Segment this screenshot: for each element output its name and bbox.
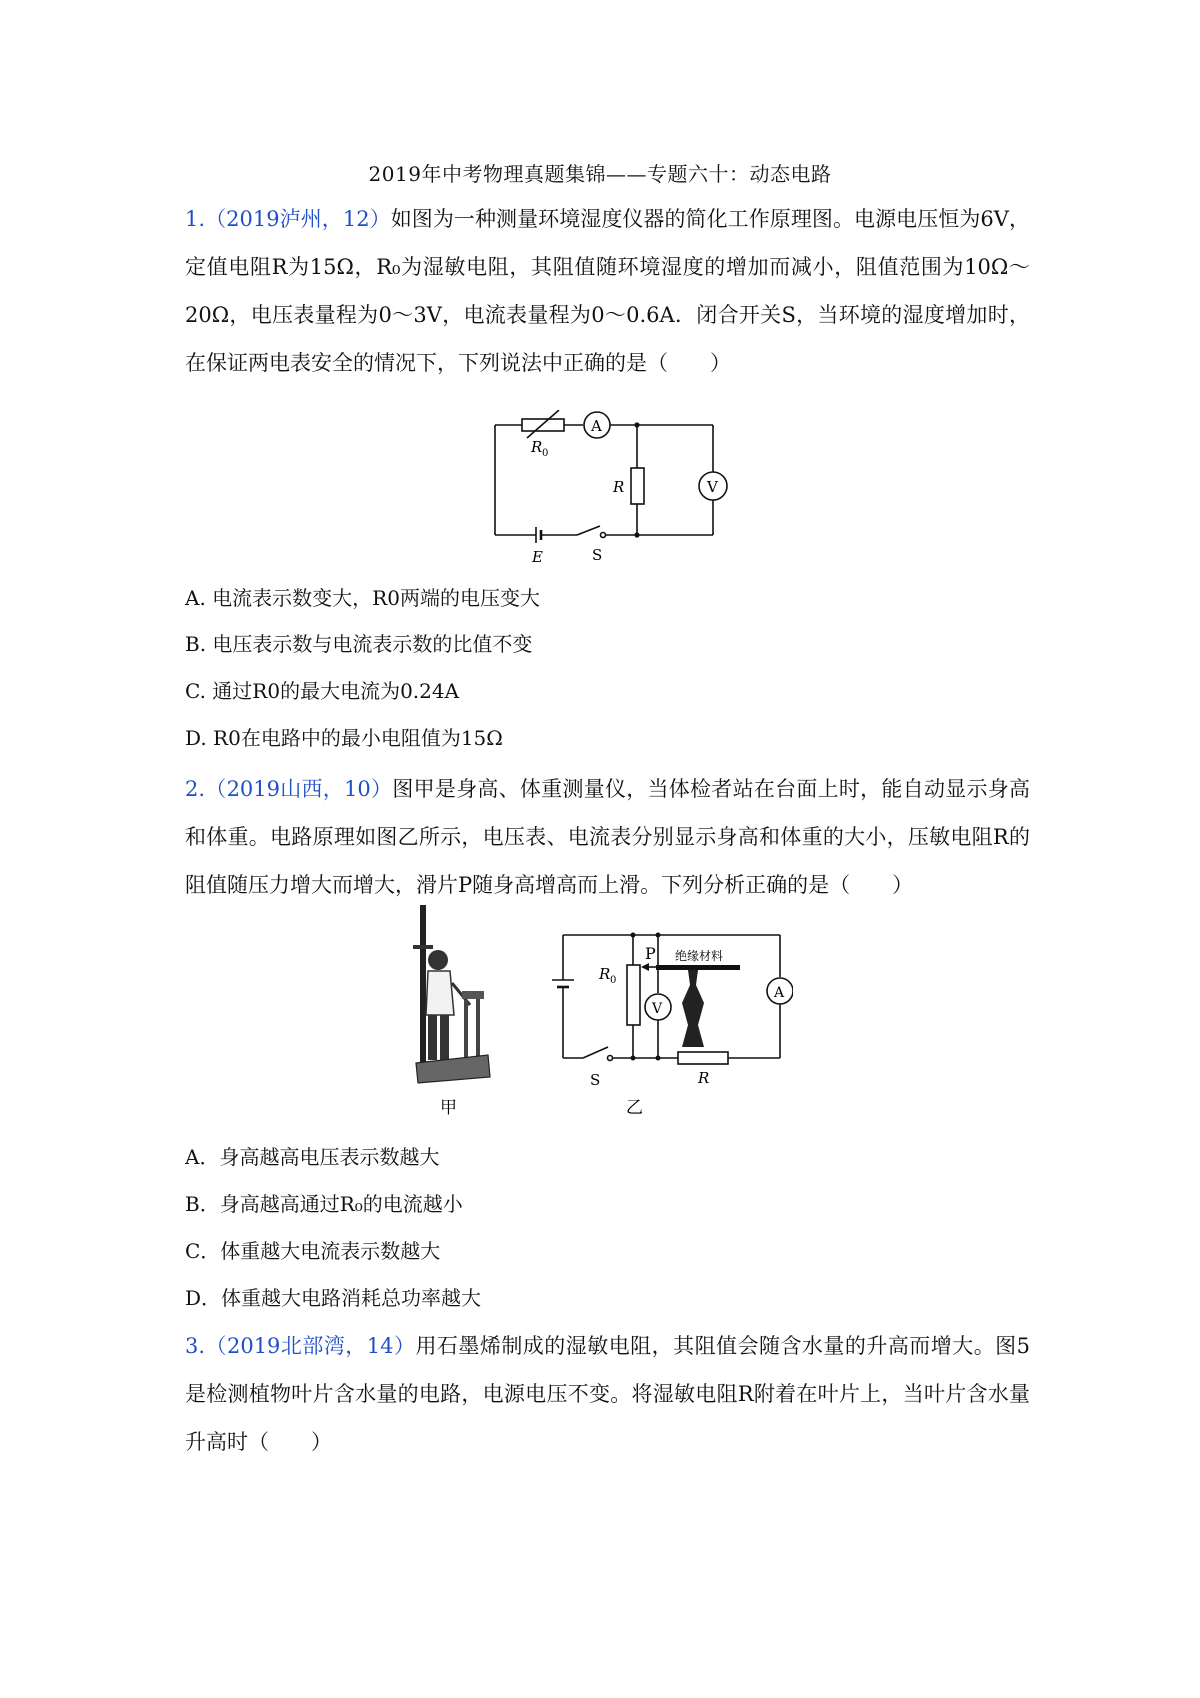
slider-p-arrow bbox=[641, 963, 649, 971]
r0-subscript: 0 bbox=[610, 975, 617, 986]
question-2-option-c: C．体重越大电流表示数越大 bbox=[185, 1239, 441, 1263]
question-2 bbox=[185, 765, 1030, 909]
voltmeter-label: V bbox=[707, 478, 718, 496]
display-panel bbox=[462, 991, 484, 999]
head-slider bbox=[413, 945, 433, 949]
switch-blade bbox=[577, 526, 600, 535]
slider-p-label: P bbox=[645, 944, 656, 963]
insulated-support bbox=[682, 970, 704, 1047]
voltmeter-label: V bbox=[652, 1001, 663, 1017]
switch-label: S bbox=[592, 546, 603, 564]
question-3-text: 用石墨烯制成的湿敏电阻，其阻值会随含水量的升高而增大。图5是检测植物叶片含水量的电路，电源电压不变。将湿敏电阻R附着在叶片上，当叶片含水量升高时（ ） bbox=[185, 1334, 1031, 1454]
circuit-diagram-1 bbox=[485, 410, 730, 565]
ammeter-label: A bbox=[591, 417, 602, 435]
person-leg bbox=[440, 1015, 449, 1060]
r0-label: R bbox=[531, 438, 543, 456]
question-2-option-d: D．体重越大电路消耗总功率越大 bbox=[185, 1286, 482, 1310]
question-3-source: 3.（2019北部湾，14） bbox=[185, 1334, 416, 1358]
question-2-source: 2.（2019山西，10） bbox=[185, 777, 393, 801]
junction-dot bbox=[656, 933, 661, 938]
question-2-option-a: A．身高越高电压表示数越大 bbox=[185, 1145, 440, 1169]
circuit-diagram-2 bbox=[548, 925, 793, 1120]
question-3 bbox=[185, 1322, 1030, 1466]
question-1-option-b: B. 电压表示数与电流表示数的比值不变 bbox=[185, 632, 533, 656]
page-title: 2019年中考物理真题集锦——专题六十：动态电路 bbox=[368, 162, 832, 186]
junction-dot bbox=[631, 933, 636, 938]
sliding-resistor-r0 bbox=[627, 965, 640, 1025]
junction-dot bbox=[631, 1056, 636, 1061]
question-1 bbox=[185, 195, 1030, 387]
battery-label: E bbox=[532, 548, 543, 565]
r0-label: R bbox=[599, 965, 611, 983]
insulating-plate bbox=[656, 965, 740, 970]
figure-jia-label: 甲 bbox=[440, 1098, 457, 1115]
switch-label: S bbox=[590, 1071, 601, 1089]
question-1-text: 如图为一种测量环境湿度仪器的简化工作原理图。电源电压恒为6V，定值电阻R为15Ω，R₀为湿敏电阻，其阻值随环境湿度的增加而减小，阻值范围为10Ω～20Ω，电压表量程为0～3V，电流表量程为0～0.6A．闭合开关S，当环境的湿度增加时，在保证两电表安全的情况下，下列说法中正确的是（ ） bbox=[185, 207, 1031, 375]
switch-blade bbox=[583, 1047, 608, 1058]
figure-jia-measuring-device bbox=[408, 905, 498, 1115]
person-head bbox=[428, 950, 448, 970]
pressure-resistor-r bbox=[678, 1052, 728, 1064]
junction-dot bbox=[634, 422, 639, 427]
question-1-option-a: A. 电流表示数变大，R0两端的电压变大 bbox=[185, 586, 540, 610]
ammeter-label: A bbox=[774, 985, 785, 1001]
figure-yi-label: 乙 bbox=[626, 1098, 643, 1118]
switch-contact bbox=[608, 1056, 613, 1061]
r-label: R bbox=[613, 478, 625, 496]
junction-dot bbox=[656, 1056, 661, 1061]
r-label: R bbox=[698, 1069, 710, 1087]
question-1-option-d: D. R0在电路中的最小电阻值为15Ω bbox=[185, 726, 503, 750]
measuring-pole bbox=[420, 905, 426, 1070]
person-shirt bbox=[426, 971, 454, 1015]
insulator-label: 绝缘材料 bbox=[675, 949, 724, 963]
question-1-source: 1.（2019泸州，12） bbox=[185, 207, 391, 231]
r0-subscript: 0 bbox=[542, 448, 549, 459]
question-2-text: 图甲是身高、体重测量仪，当体检者站在台面上时，能自动显示身高和体重。电路原理如图乙所示，电压表、电流表分别显示身高和体重的大小，压敏电阻R的阻值随压力增大而增大，滑片P随身高增高而上滑。下列分析正确的是（ ） bbox=[185, 777, 1031, 897]
scale-platform bbox=[416, 1055, 490, 1083]
junction-dot bbox=[634, 532, 639, 537]
person-leg bbox=[428, 1015, 437, 1060]
switch-contact bbox=[601, 533, 606, 538]
question-2-option-b: B．身高越高通过R₀的电流越小 bbox=[185, 1192, 463, 1216]
fixed-resistor-r bbox=[631, 468, 644, 504]
question-1-option-c: C. 通过R0的最大电流为0.24A bbox=[185, 679, 460, 703]
